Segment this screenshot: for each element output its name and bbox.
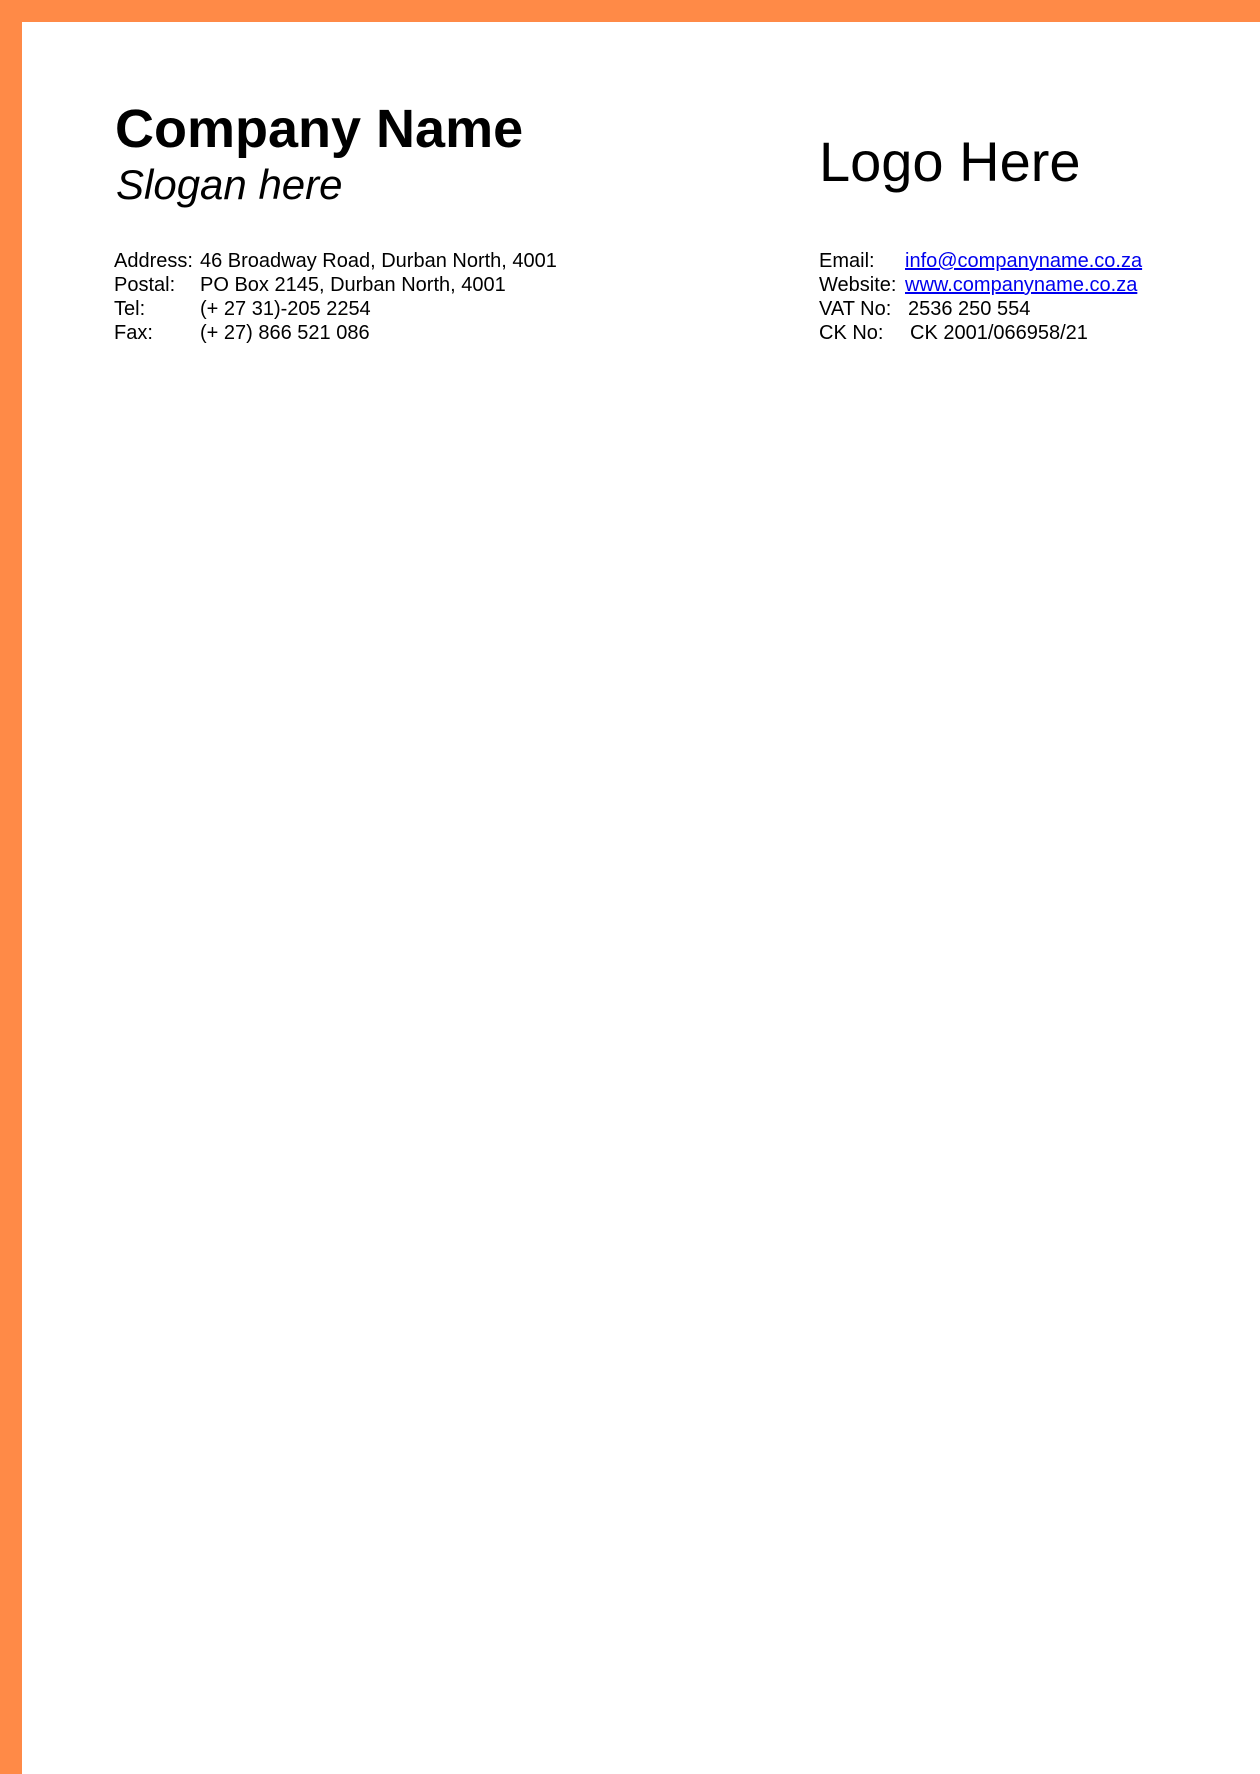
address-label: Address: — [114, 250, 193, 272]
website-link[interactable]: www.companyname.co.za — [905, 274, 1138, 296]
postal-value: PO Box 2145, Durban North, 4001 — [200, 274, 506, 296]
fax-value: (+ 27) 866 521 086 — [200, 322, 370, 344]
tel-row — [114, 297, 557, 321]
address-row — [114, 249, 557, 273]
vat-value: 2536 250 554 — [908, 298, 1031, 320]
postal-row — [114, 273, 557, 297]
ck-value: CK 2001/066958/21 — [910, 322, 1088, 344]
company-name: Company Name — [115, 99, 524, 159]
contact-details-right — [819, 249, 1142, 345]
website-row — [819, 273, 1142, 297]
ck-row — [819, 321, 1142, 345]
postal-label: Postal: — [114, 274, 176, 296]
ck-label: CK No: — [819, 322, 884, 344]
slogan: Slogan here — [116, 161, 343, 208]
tel-value: (+ 27 31)-205 2254 — [200, 298, 371, 320]
letterhead-page — [22, 22, 1260, 1774]
fax-label: Fax: — [114, 322, 153, 344]
vat-label: VAT No: — [819, 298, 892, 320]
tel-label: Tel: — [114, 298, 146, 320]
fax-row — [114, 321, 557, 345]
contact-details-left — [114, 249, 557, 345]
logo-placeholder: Logo Here — [819, 130, 1081, 193]
vat-row — [819, 297, 1142, 321]
email-link[interactable]: info@companyname.co.za — [905, 250, 1143, 272]
address-value: 46 Broadway Road, Durban North, 4001 — [200, 250, 557, 272]
email-row — [819, 249, 1142, 273]
email-label: Email: — [819, 250, 875, 272]
website-label: Website: — [819, 274, 897, 296]
